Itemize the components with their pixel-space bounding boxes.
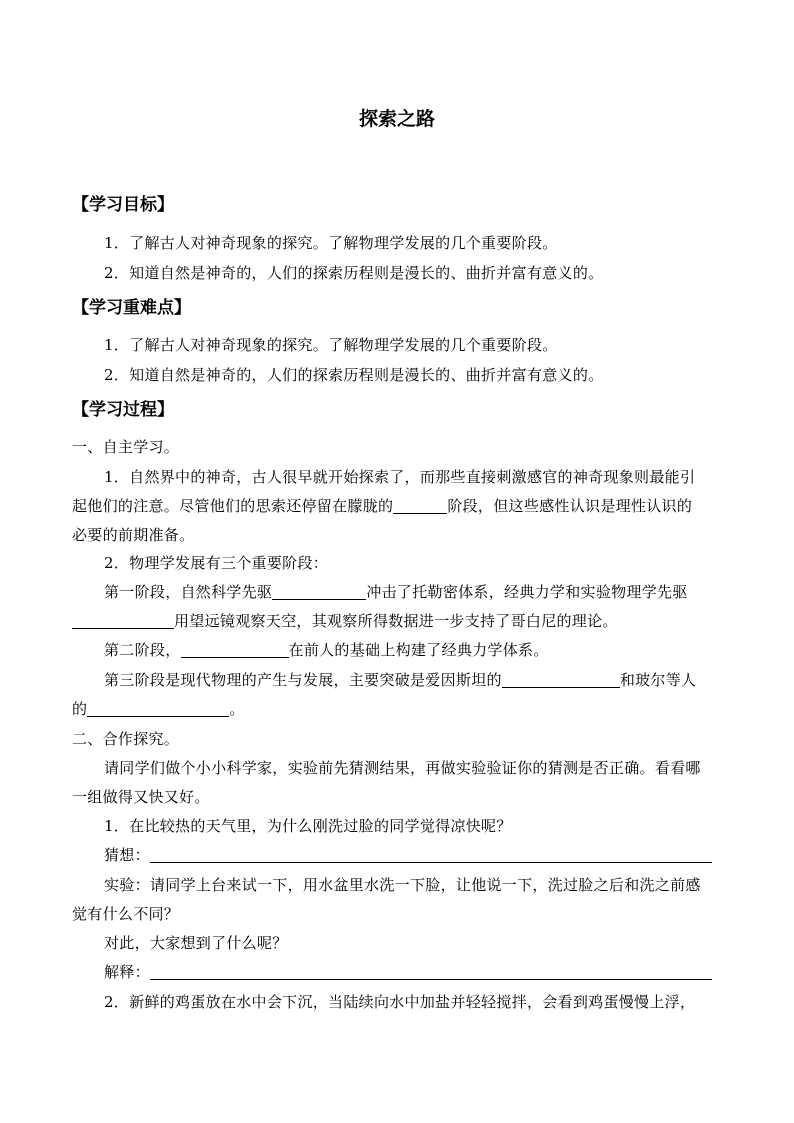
- explain-answer-line[interactable]: [150, 963, 712, 980]
- stage3-line2-post: 。: [229, 700, 245, 718]
- goal-item-2: 2．知道自然是神奇的，人们的探索历程则是漫长的、曲折并富有意义的。: [104, 264, 604, 282]
- q1-line-2-post: 阶段，但这些感性认识是理性认识的: [447, 497, 693, 515]
- stage2-fill-blank[interactable]: [181, 641, 289, 658]
- q1-line-1: 1．自然界中的神奇，古人很早就开始探索了，而那些直接刺激感官的神奇现象则最能引: [104, 468, 696, 486]
- part1-heading: 一、自主学习。: [72, 438, 180, 456]
- stage3-pre: 第三阶段是现代物理的产生与发展，主要突破是爱因斯坦的: [104, 671, 502, 689]
- key-points-heading: 【学习重难点】: [72, 298, 191, 318]
- e1-experiment-line-2: 觉有什么不同？: [72, 905, 180, 923]
- stage1-post: 冲击了托勒密体系，经典力学和实验物理学先驱: [366, 583, 688, 601]
- explain-label: 解释：: [104, 963, 150, 981]
- e1-question: 1．在比较热的天气里，为什么刚洗过脸的同学觉得凉快呢？: [104, 817, 512, 835]
- part2-intro-line-1: 请同学们做个小小科学家，实验前先猜测结果，再做实验验证你的猜测是否正确。看看哪: [104, 759, 701, 777]
- stage3-fill-blank-2[interactable]: [87, 700, 229, 717]
- goals-heading: 【学习目标】: [72, 195, 174, 215]
- q2-stage3-line-1: [104, 669, 696, 690]
- q2-stage3-line-2: [72, 698, 245, 719]
- e1-experiment-line-1: 实验：请同学上台来试一下，用水盆里水洗一下脸，让他说一下，洗过脸之后和洗之前感: [104, 876, 701, 894]
- stage3-fill-blank-1[interactable]: [502, 671, 620, 688]
- stage2-post: 在前人的基础上构建了经典力学体系。: [288, 641, 549, 659]
- q1-line-2: [72, 495, 692, 516]
- part2-intro-line-2: 一组做得又快又好。: [72, 788, 210, 806]
- q1-fill-blank[interactable]: [393, 497, 447, 514]
- e1-think: 对此，大家想到了什么呢？: [104, 934, 288, 952]
- stage1-pre: 第一阶段，自然科学先驱: [104, 583, 273, 601]
- stage1-line2-post: 用望远镜观察天空，其观察所得数据进一步支持了哥白尼的理论。: [174, 612, 618, 630]
- goal-item-1: 1．了解古人对神奇现象的探究。了解物理学发展的几个重要阶段。: [104, 234, 558, 252]
- q1-line-3: 必要的前期准备。: [72, 526, 195, 544]
- guess-answer-line[interactable]: [150, 846, 712, 863]
- q1-line-2-pre: 起他们的注意。尽管他们的思索还停留在朦胧的: [72, 497, 394, 515]
- process-heading: 【学习过程】: [72, 400, 174, 420]
- q2-stage2: [104, 639, 549, 660]
- guess-label: 猜想：: [104, 846, 150, 864]
- stage1-fill-blank-2[interactable]: [72, 612, 174, 629]
- e1-guess: [104, 844, 712, 865]
- q2-stage1-line-2: [72, 610, 618, 631]
- stage3-line2-pre: 的: [72, 700, 88, 718]
- e1-explain: [104, 961, 712, 982]
- q2-stage1-line-1: [104, 581, 688, 602]
- page-title: 探索之路: [358, 108, 435, 130]
- key-point-item-2: 2．知道自然是神奇的，人们的探索历程则是漫长的、曲折并富有意义的。: [104, 366, 604, 384]
- part2-heading: 二、合作探究。: [72, 730, 180, 748]
- stage1-fill-blank-1[interactable]: [272, 583, 366, 600]
- q2-intro: 2．物理学发展有三个重要阶段：: [104, 554, 329, 572]
- e2-line-1: 2．新鲜的鸡蛋放在水中会下沉，当陆续向水中加盐并轻轻搅拌，会看到鸡蛋慢慢上浮，: [104, 993, 696, 1011]
- key-point-item-1: 1．了解古人对神奇现象的探究。了解物理学发展的几个重要阶段。: [104, 336, 558, 354]
- stage2-pre: 第二阶段，: [104, 641, 181, 659]
- stage3-post: 和玻尔等人: [619, 671, 697, 689]
